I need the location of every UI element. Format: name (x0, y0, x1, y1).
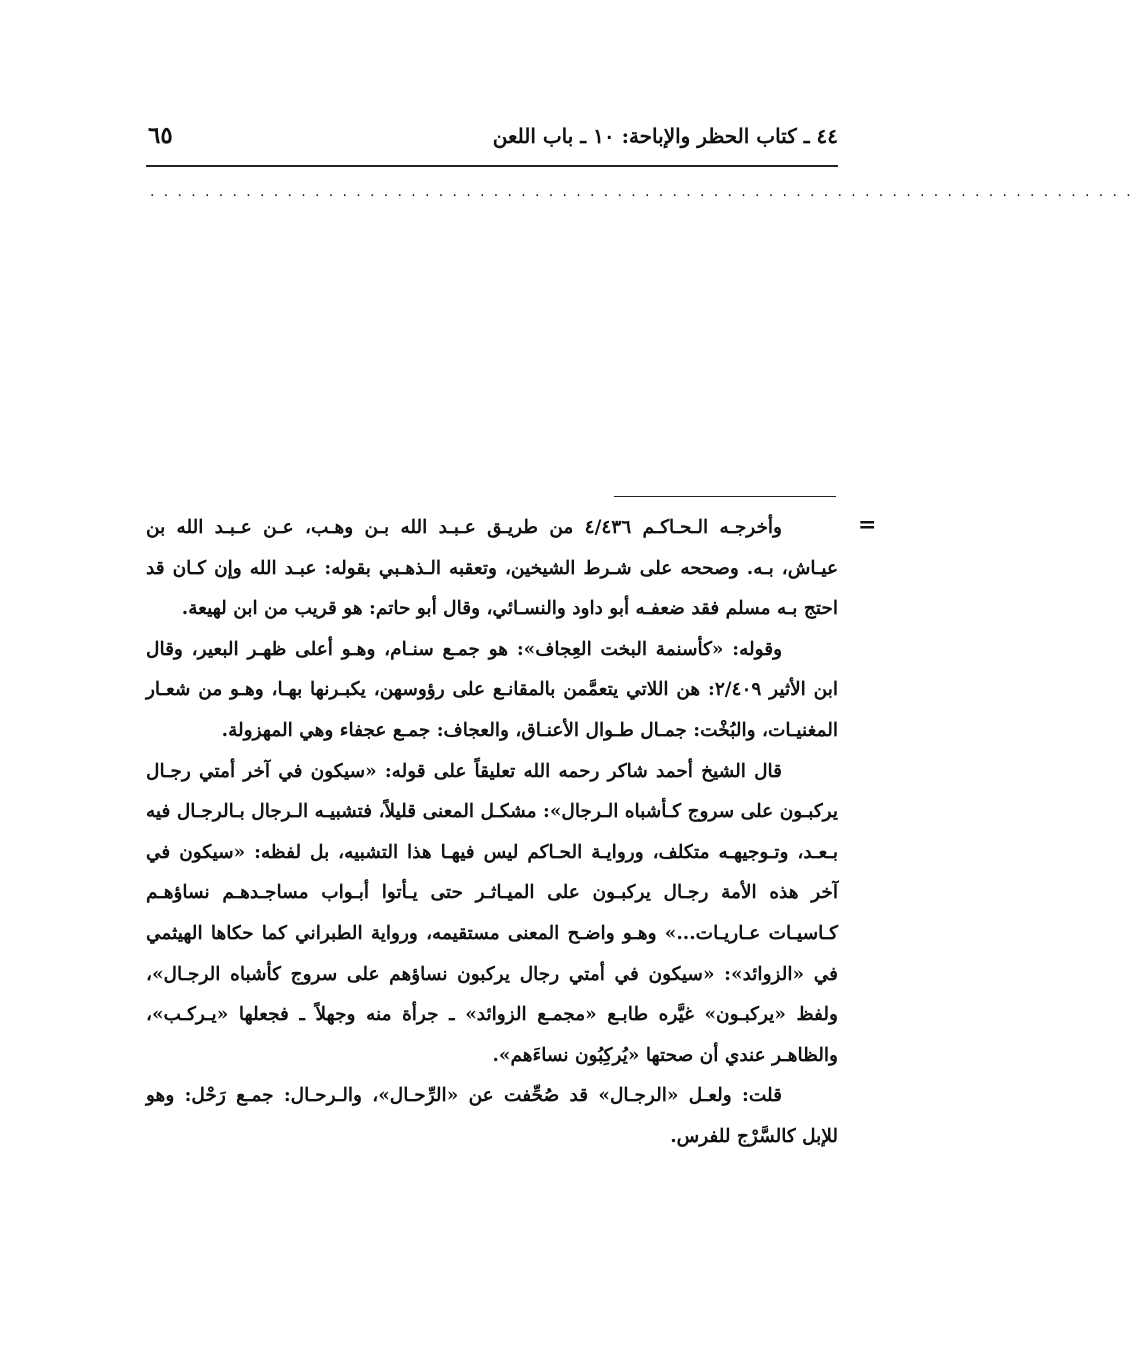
footnote-paragraph: وقوله: «كأسنمة البخت العِجاف»: هو جمـع سنـام، وهـو أعلى ظهـر البعير، وقال ابن الأثير ٢/٤٠٩: هن اللاتي يتعمَّمن بالمقانـع على رؤوسهن، يكبـرنها بهـا، وهـو من شعـار المغنيـات، والبُخْت: جمـال طـوال الأعنـاق، والعجاف: جمـع عجفاء وهي المهزولة. (146, 638, 838, 741)
footnote-rule (614, 496, 836, 497)
footnote-paragraph: وأخرجـه الـحـاكـم ٤/٤٣٦ من طريـق عـبـد الله بـن وهـب، عـن عـبـد الله بن عيـاش، بـه. وصححه على شـرط الشيخين، وتعقبه الـذهـبي بقوله: عبـد الله وإن كـان قد احتج بـه مسلم فقد ضعفـه أبو داود والنسـائي، وقال أبو حاتم: هو قريب من ابن لهيعة. (146, 517, 838, 620)
footnote-text (146, 508, 838, 1158)
dotted-separator: ........................................................................ (150, 184, 1140, 200)
header-rule (146, 165, 838, 167)
running-head: ٤٤ ـ كتاب الحظر والإباحة: ١٠ ـ باب اللعن (492, 124, 838, 148)
page-number: ٦٥ (148, 122, 173, 149)
continuation-mark: = (858, 512, 877, 538)
footnote-paragraph: قلت: ولعـل «الرجـال» قد صُحِّفت عن «الرِّحـال»، والـرحـال: جمـع رَحْل: وهو للإبل كالسَّرْج للفرس. (146, 1085, 838, 1147)
footnote-paragraph: قال الشيخ أحمد شاكر رحمه الله تعليقاً على قوله: «سيكون في آخر أمتي رجـال يركبـون على سروج كـأشباه الـرجال»: مشكـل المعنى قليلاً، فتشبيـه الـرجال بـالرجـال فيه بـعـد، وتـوجيهـه متكلف، وروايـة الحـاكم ليس فيهـا هذا التشبيه، بل لفظه: «سيكون في آخر هذه الأمة رجـال يركبـون على الميـاثـر حتى يـأتوا أبـواب مساجـدهـم نساؤهـم كـاسيـات عـاريـات...» وهـو واضـح المعنى مستقيمه، ورواية الطبراني كما حكاها الهيثمي في «الزوائد»: «سيكون في أمتي رجال يركبون نساؤهم على سروج كأشباه الرجـال»، ولفظ «يركبـون» غيَّره طابـع «مجمـع الزوائد» ـ جرأة منه وجهلاً ـ فجعلها «يـركـب»، والظاهـر عندي أن صحتها «يُركِبُون نساءَهم». (146, 760, 838, 1066)
page-header (148, 118, 838, 158)
